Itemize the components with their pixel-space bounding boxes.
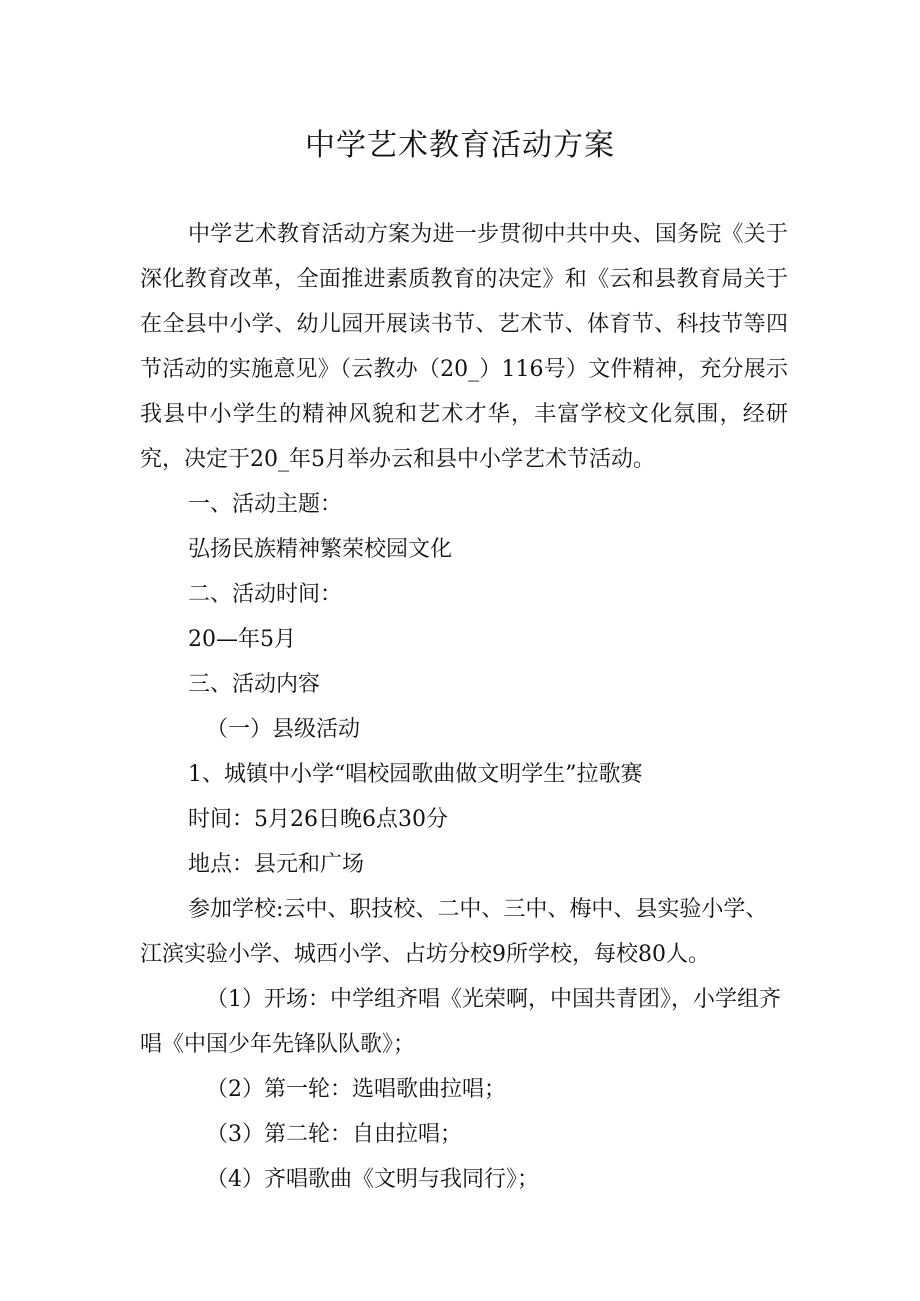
step-3: （3）第二轮：自由拉唱； <box>206 1122 462 1147</box>
document-title: 中学艺术教育活动方案 <box>305 128 615 163</box>
item-1-place: 地点：县元和广场 <box>188 852 365 877</box>
subsection-1-heading: （一）县级活动 <box>206 717 361 742</box>
section-2-heading: 二、活动时间： <box>188 582 343 607</box>
step-2: （2）第一轮：选唱歌曲拉唱； <box>206 1077 506 1102</box>
step-1: （1）开场：中学组齐唱《光荣啊，中国共青团》，小学组齐唱《中国少年先锋队队歌》； <box>140 987 781 1057</box>
intro-paragraph: 中学艺术教育活动方案为进一步贯彻中共中央、国务院《关于深化教育改革，全面推进素质教育的决定》和《云和县教育局关于在全县中小学、幼儿园开展读书节、艺术节、体育节、科技节等四节活动的实施意见》（云教办（20_）116号）文件精神，充分展示我县中小学生的精神风貌和艺术才华，丰富学校文化氛围，经研究，决定于20_年5月举办云和县中小学艺术节活动。 <box>140 222 788 472</box>
section-2-text: 20—年5月 <box>188 627 296 652</box>
section-1-heading: 一、活动主题： <box>188 492 343 517</box>
item-1-schools: 参加学校:云中、职技校、二中、三中、梅中、县实验小学、江滨实验小学、城西小学、占坊分校9所学校，每校80人。 <box>140 897 768 967</box>
item-1-time: 时间：5月26日晚6点30分 <box>188 807 448 832</box>
step-4: （4）齐唱歌曲《文明与我同行》； <box>206 1167 539 1192</box>
section-3-heading: 三、活动内容 <box>188 672 321 697</box>
section-1-text: 弘扬民族精神繁荣校园文化 <box>188 537 453 562</box>
document-body <box>140 212 788 1202</box>
item-1-heading: 1、城镇中小学“唱校园歌曲做文明学生”拉歌赛 <box>188 762 643 787</box>
